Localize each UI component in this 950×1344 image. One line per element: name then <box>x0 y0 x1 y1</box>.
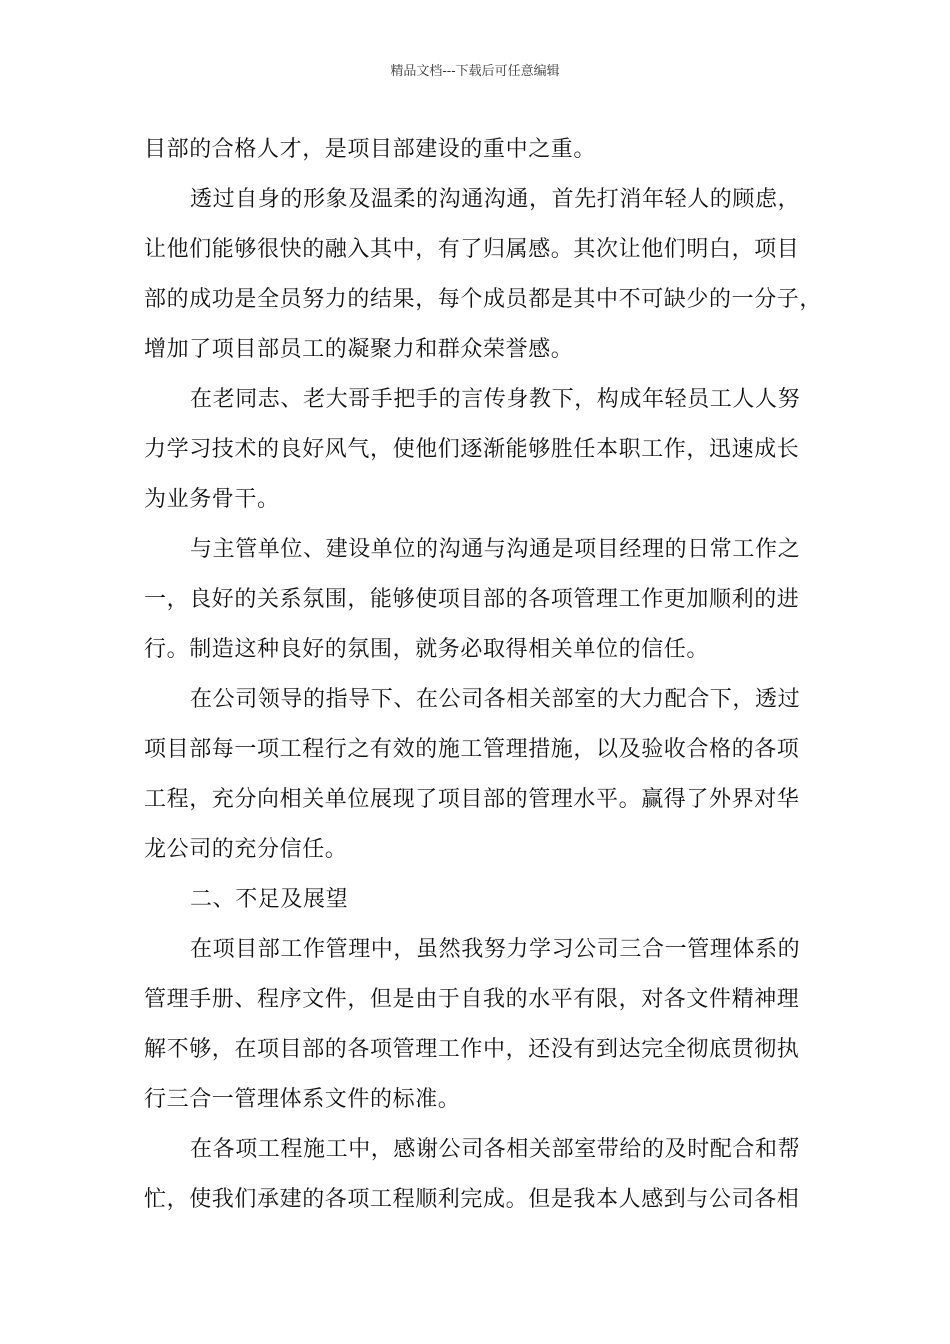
text-line: 龙公司的充分信任。 <box>144 837 348 862</box>
text-line: 为业务骨干。 <box>144 487 280 512</box>
text-line: 在项目部工作管理中，虽然我努力学习公司三合一管理体系的 <box>190 937 801 962</box>
text-line: 部的成功是全员努力的结果，每个成员都是其中不可缺少的一分子， <box>144 287 823 312</box>
text-line: 一，良好的关系氛围，能够使项目部的各项管理工作更加顺利的进 <box>144 587 800 612</box>
page-header: 精品文档---下载后可任意编辑 <box>390 64 560 79</box>
text-line: 在老同志、老大哥手把手的言传身教下，构成年轻员工人人努 <box>190 387 801 412</box>
text-line: 让他们能够很快的融入其中，有了归属感。其次让他们明白，项目 <box>144 237 800 262</box>
text-line: 项目部每一项工程行之有效的施工管理措施，以及验收合格的各项 <box>144 737 800 762</box>
text-line: 解不够，在项目部的各项管理工作中，还没有到达完全彻底贯彻执 <box>144 1037 800 1062</box>
text-line: 行三合一管理体系文件的标准。 <box>144 1087 461 1112</box>
text-line: 在各项工程施工中，感谢公司各相关部室带给的及时配合和帮 <box>190 1137 801 1162</box>
text-line: 透过自身的形象及温柔的沟通沟通，首先打消年轻人的顾虑， <box>190 187 801 212</box>
text-line: 目部的合格人才，是项目部建设的重中之重。 <box>144 137 597 162</box>
text-line: 与主管单位、建设单位的沟通与沟通是项目经理的日常工作之 <box>190 537 801 562</box>
text-line: 管理手册、程序文件，但是由于自我的水平有限，对各文件精神理 <box>144 987 800 1012</box>
text-line: 工程，充分向相关单位展现了项目部的管理水平。赢得了外界对华 <box>144 787 800 812</box>
section-heading: 二、不足及展望 <box>190 887 349 912</box>
text-line: 增加了项目部员工的凝聚力和群众荣誉感。 <box>144 337 574 362</box>
text-line: 在公司领导的指导下、在公司各相关部室的大力配合下，透过 <box>190 687 801 712</box>
text-line: 力学习技术的良好风气，使他们逐渐能够胜任本职工作，迅速成长 <box>144 437 800 462</box>
text-line: 忙，使我们承建的各项工程顺利完成。但是我本人感到与公司各相 <box>144 1187 800 1212</box>
text-line: 行。制造这种良好的氛围，就务必取得相关单位的信任。 <box>144 637 710 662</box>
